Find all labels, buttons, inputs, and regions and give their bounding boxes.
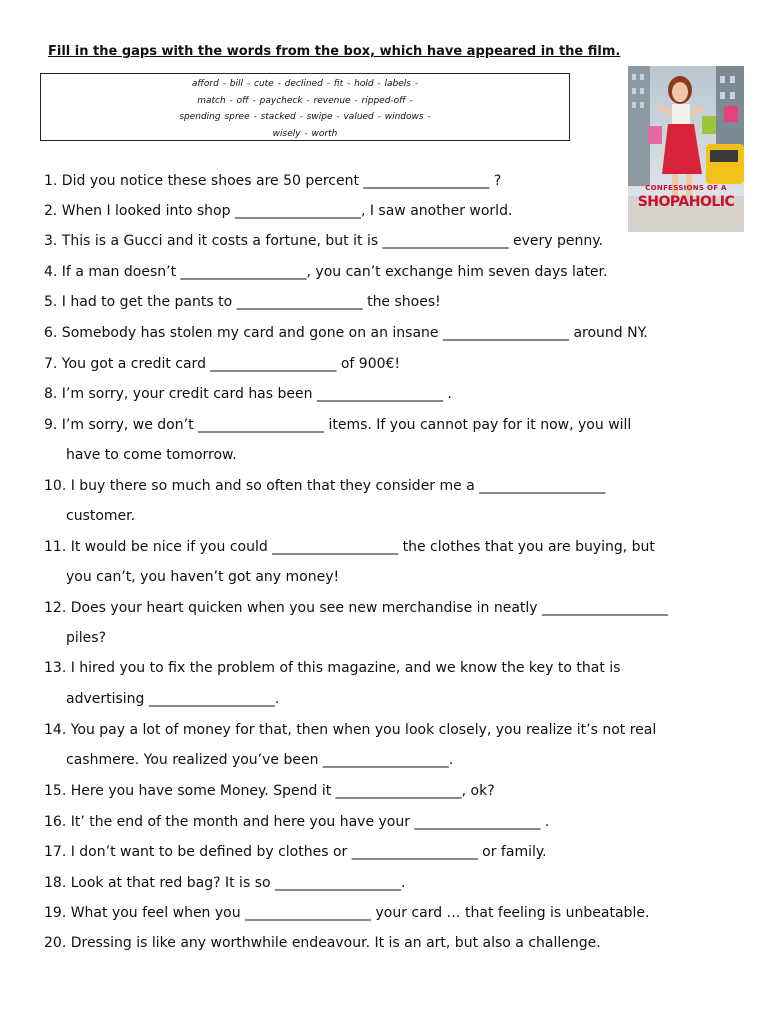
question-19: 19. What you feel when you __________________ your card … that feeling is unbeatable. <box>44 905 650 921</box>
question-8: 8. I’m sorry, your credit card has been __________________ . <box>44 386 452 402</box>
movie-poster-image <box>628 66 744 232</box>
question-1: 1. Did you notice these shoes are 50 percent __________________ ? <box>44 173 502 189</box>
question-4: 4. If a man doesn’t __________________, you can’t exchange him seven days later. <box>44 264 608 280</box>
word-box-line: match - off - paycheck - revenue - ripped-off - <box>197 95 413 106</box>
question-10: 10. I buy there so much and so often that they consider me a __________________ <box>44 478 606 494</box>
word-box <box>40 73 570 141</box>
question-11: 11. It would be nice if you could __________________ the clothes that you are buying, but <box>44 539 655 555</box>
question-5: 5. I had to get the pants to __________________ the shoes! <box>44 294 441 310</box>
question-9-continued: have to come tomorrow. <box>66 447 237 463</box>
question-16: 16. It’ the end of the month and here you have your __________________ . <box>44 814 550 830</box>
question-6: 6. Somebody has stolen my card and gone on an insane __________________ around NY. <box>44 325 648 341</box>
question-11-continued: you can’t, you haven’t got any money! <box>66 569 340 585</box>
question-12: 12. Does your heart quicken when you see new merchandise in neatly __________________ <box>44 600 669 616</box>
instructions-heading: Fill in the gaps with the words from the box, which have appeared in the film. <box>48 44 621 59</box>
poster-title-main: SHOPAHOLIC <box>637 194 735 210</box>
question-9: 9. I’m sorry, we don’t __________________ items. If you cannot pay for it now, you will <box>44 417 632 433</box>
question-12-continued: piles? <box>66 630 107 646</box>
question-18: 18. Look at that red bag? It is so __________________. <box>44 875 406 891</box>
question-17: 17. I don’t want to be defined by clothes or __________________ or family. <box>44 844 547 860</box>
question-14: 14. You pay a lot of money for that, then when you look closely, you realize it’s not real <box>44 722 657 738</box>
question-10-continued: customer. <box>66 508 136 524</box>
question-2: 2. When I looked into shop __________________, I saw another world. <box>44 203 513 219</box>
question-13-continued: advertising __________________. <box>66 691 280 707</box>
word-box-line: wisely - worth <box>272 128 338 139</box>
question-7: 7. You got a credit card __________________ of 900€! <box>44 356 401 372</box>
question-15: 15. Here you have some Money. Spend it __________________, ok? <box>44 783 495 799</box>
question-13: 13. I hired you to fix the problem of this magazine, and we know the key to that is <box>44 660 621 676</box>
poster-title-top: CONFESSIONS OF A <box>645 184 727 192</box>
question-3: 3. This is a Gucci and it costs a fortune, but it is __________________ every penny. <box>44 233 604 249</box>
word-box-line: afford - bill - cute - declined - fit - hold - labels - <box>191 79 419 89</box>
question-20: 20. Dressing is like any worthwhile endeavour. It is an art, but also a challenge. <box>44 935 601 951</box>
word-box-line: spending spree - stacked - swipe - valued - windows - <box>179 112 431 122</box>
question-14-continued: cashmere. You realized you’ve been __________________. <box>66 752 454 768</box>
